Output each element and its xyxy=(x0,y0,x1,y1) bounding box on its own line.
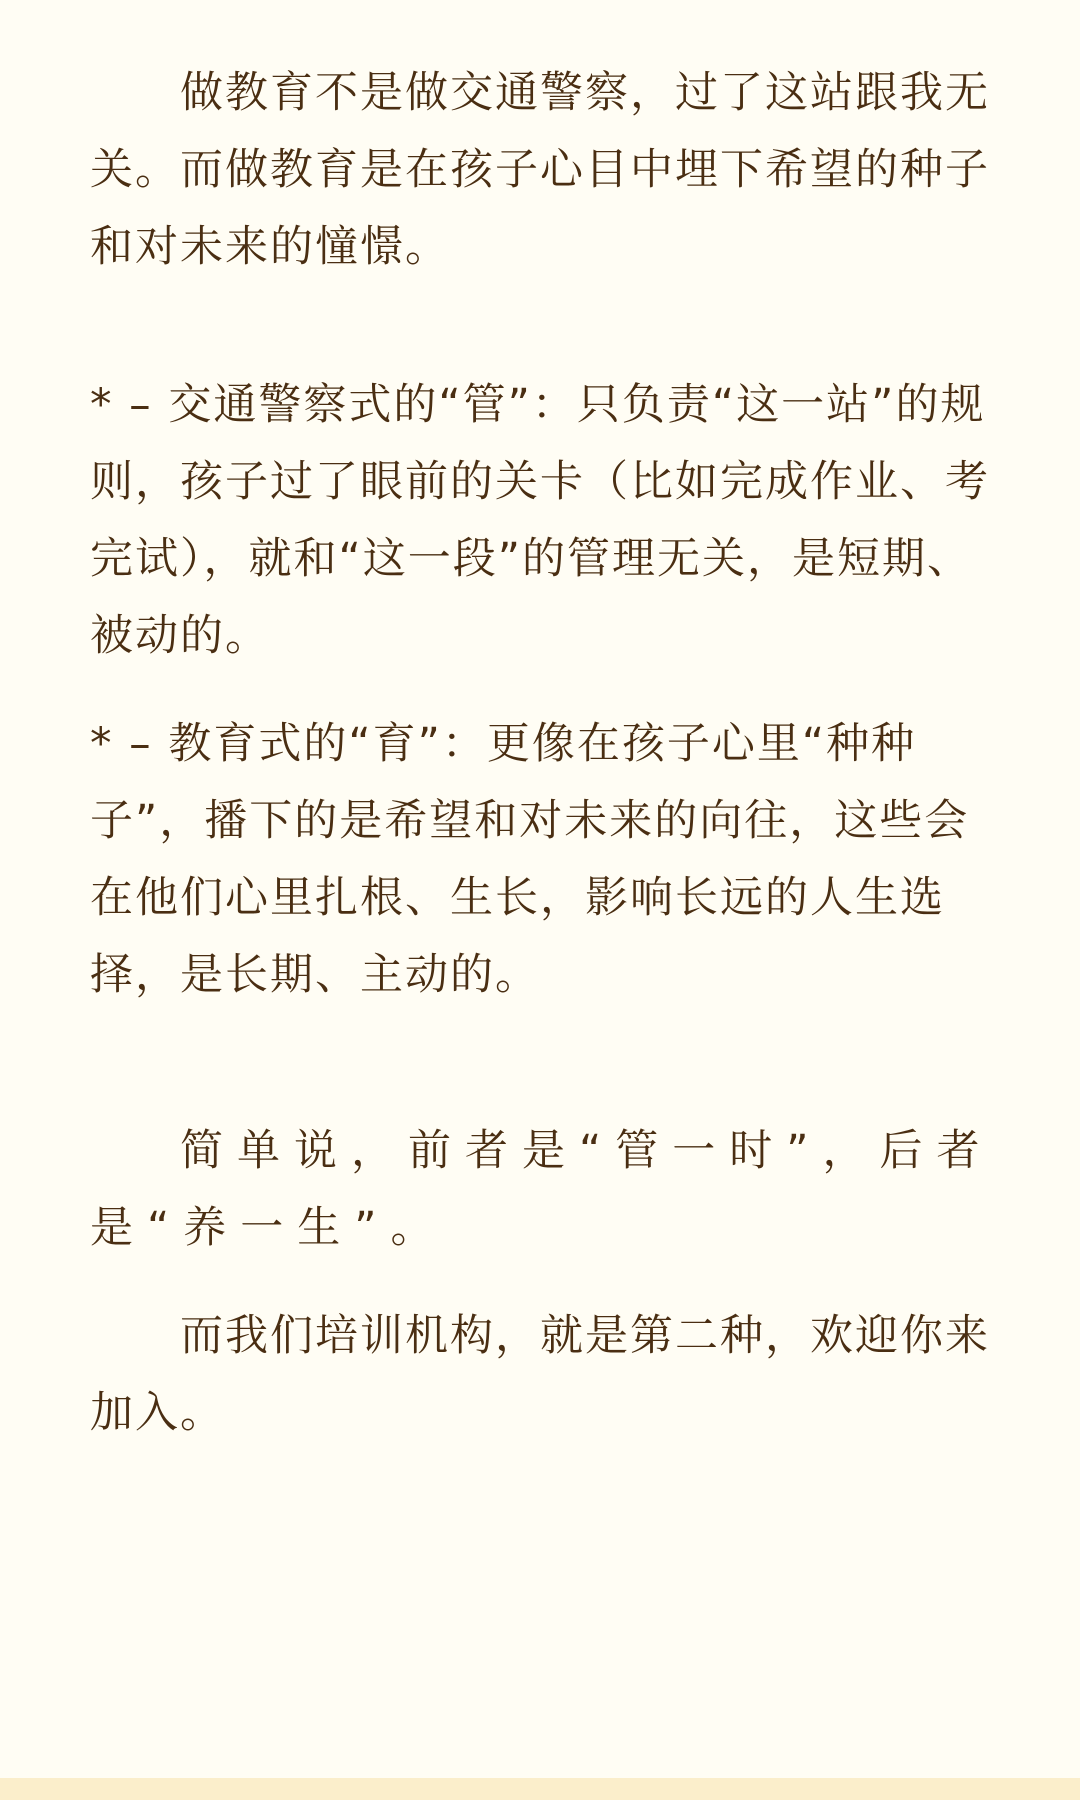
intro-paragraph: 做教育不是做交通警察，过了这站跟我无关。而做教育是在孩子心目中埋下希望的种子和对未来的憧憬。 xyxy=(90,68,990,272)
article-content xyxy=(90,55,995,1452)
spacer xyxy=(90,1267,995,1298)
closing-paragraph: 而我们培训机构，就是第二种，欢迎你来加入。 xyxy=(90,1311,990,1438)
spacer xyxy=(90,1014,995,1113)
bullet-traffic-police: * – 交通警察式的“管”：只负责“这一站”的规则，孩子过了眼前的关卡（比如完成作业、考完试），就和“这一段”的管理无关，是短期、被动的。 xyxy=(90,380,990,661)
spacer xyxy=(90,675,995,706)
bottom-band xyxy=(0,1778,1080,1800)
spacer xyxy=(90,286,995,367)
bullet-education: * – 教育式的“育”：更像在孩子心里“种种子”，播下的是希望和对未来的向往，这些会在他们心里扎根、生长，影响长远的人生选择，是长期、主动的。 xyxy=(90,719,970,1000)
summary-paragraph: 简单说，前者是“管一时”，后者是“养一生”。 xyxy=(90,1126,994,1253)
